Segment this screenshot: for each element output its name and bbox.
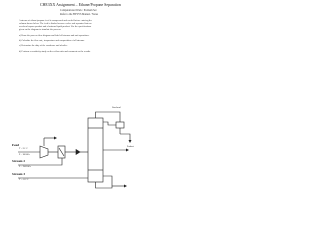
subtitle-line-2: Refer to the HYSYS Manual / Notes (60, 12, 99, 16)
paragraph-line: overhead vapour product and a bottoms liquid product. Use the specifications (19, 25, 92, 29)
reflux-line (103, 122, 116, 125)
valve-symbol (76, 150, 80, 155)
overhead-label: Overhead (112, 107, 121, 109)
paragraph-line: A stream of ethane/propane feed is compressed and cooled before entering the (19, 19, 92, 22)
column-vessel (88, 118, 103, 182)
feed-spec-1: T = 25 °C (19, 148, 28, 150)
document-page (0, 0, 149, 198)
side-draw-label: Product (127, 146, 134, 148)
paragraph-line: d) Perform a sensitivity study on the reflux ratio and comment on the results. (19, 49, 91, 53)
subtitle-line-1: Computational Work / Problem Set (60, 9, 97, 12)
feed-spec-2: P = 100 kPa (19, 154, 30, 156)
paragraph-line: a) Draw the process flow diagram and label all streams and unit operations. (19, 33, 90, 37)
process-diagram (0, 0, 149, 198)
condenser-box (116, 122, 124, 128)
overhead-line (96, 112, 121, 122)
stream-2-spec: P = 1500 kPa (19, 166, 31, 168)
paragraph-line: b) Calculate the flow rate, temperature and composition of all streams. (19, 38, 85, 42)
paragraph-line: column shown below. The feed is flashed across a valve and separated into an (19, 22, 92, 26)
stream-3-spec: T = -10 °C (19, 179, 29, 181)
paragraph-line: given on the diagram to simulate the process. (19, 28, 62, 32)
paragraph-line: c) Determine the duty of the condenser and reboiler. (19, 44, 68, 48)
compressor-symbol (40, 146, 48, 158)
stream-2-label: Stream 2 (12, 159, 26, 163)
stream-3-label: Stream 3 (12, 172, 26, 176)
feed-label: Feed (12, 143, 19, 147)
document-title: CHE3XX Assignment – Ethane/Propane Separation (40, 3, 121, 7)
